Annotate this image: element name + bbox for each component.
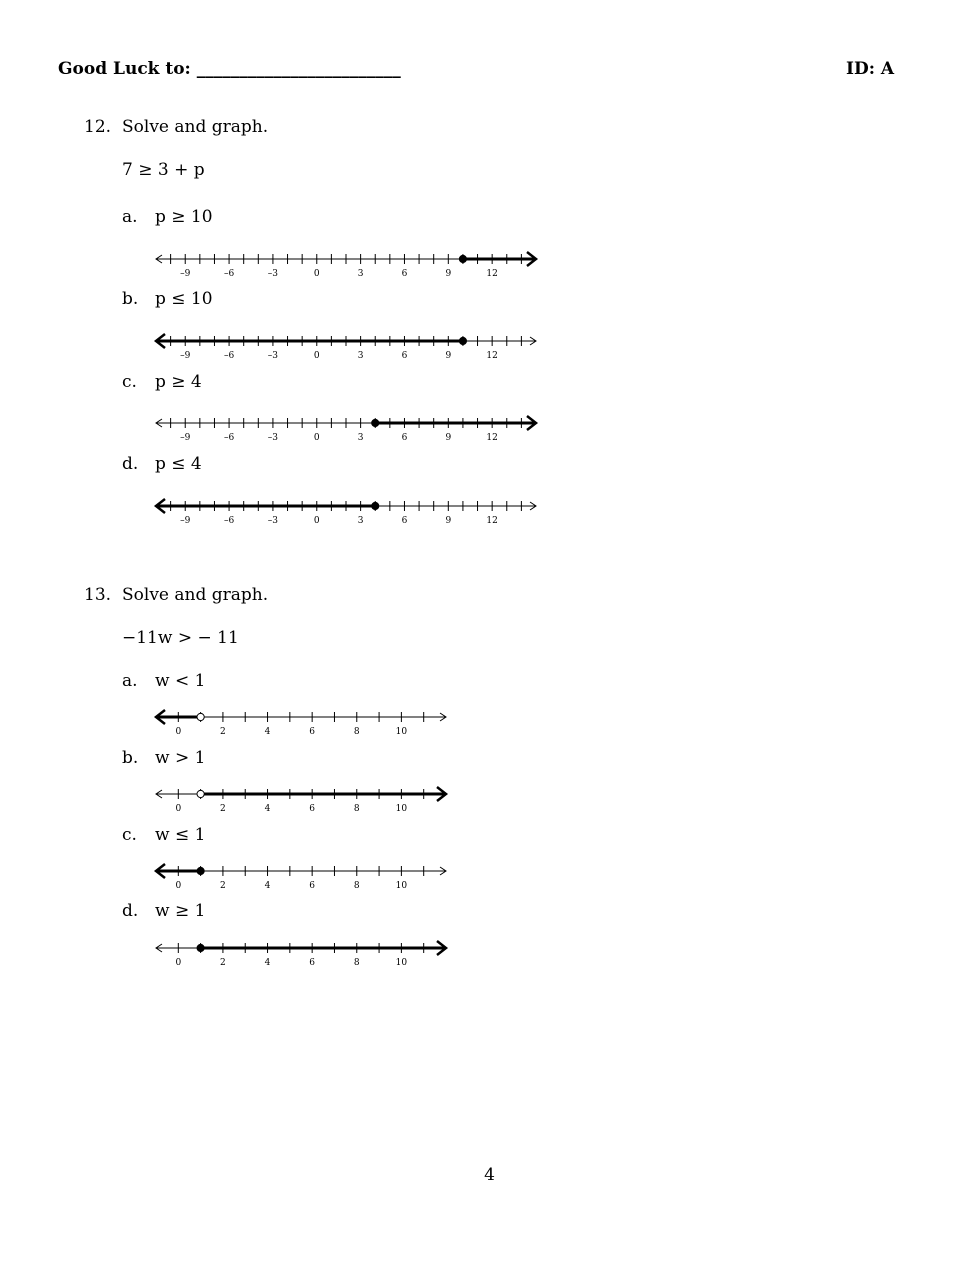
tick-label: 8 (353, 727, 360, 737)
question-13-number: 13. (84, 585, 112, 605)
q13-number-line-b (150, 782, 450, 814)
q12-number-line-b (150, 329, 540, 361)
q13-option-d-text: w ≥ 1 (155, 901, 206, 921)
tick-label: 2 (220, 727, 226, 737)
tick-label: 9 (445, 269, 452, 279)
closed-endpoint (372, 502, 379, 509)
q13-number-line-c (150, 859, 450, 891)
tick-label: 12 (486, 433, 498, 443)
q13-option-a-letter: a. (122, 671, 138, 691)
tick-label: 2 (220, 804, 226, 814)
tick-label: 3 (357, 433, 364, 443)
q13-option-c-letter: c. (122, 825, 137, 845)
q13-option-c-text: w ≤ 1 (155, 825, 206, 845)
tick-label: 9 (445, 351, 452, 361)
tick-label: 0 (175, 881, 182, 891)
tick-label: 0 (313, 269, 320, 279)
q12-option-d-letter: d. (122, 454, 139, 474)
tick-label: 6 (309, 958, 316, 968)
q13-number-line-d (150, 936, 450, 968)
tick-label: –3 (267, 433, 279, 443)
question-12-number: 12. (84, 117, 112, 137)
tick-label: –9 (180, 516, 191, 526)
tick-label: 0 (313, 516, 320, 526)
tick-label: 0 (313, 351, 320, 361)
q12-option-c-text: p ≥ 4 (155, 372, 202, 392)
tick-label: 4 (264, 881, 271, 891)
q12-number-line-d (150, 494, 540, 526)
tick-label: –6 (223, 516, 235, 526)
tick-label: 0 (175, 727, 182, 737)
tick-label: 0 (175, 958, 182, 968)
q13-option-d-letter: d. (122, 901, 139, 921)
tick-label: 0 (313, 433, 320, 443)
question-12-prompt: Solve and graph. (122, 117, 269, 137)
q12-option-b-text: p ≤ 10 (155, 289, 213, 309)
q12-option-a-text: p ≥ 10 (155, 207, 213, 227)
q12-number-line-c (150, 411, 540, 443)
q12-number-line-a (150, 247, 540, 279)
tick-label: 6 (309, 881, 316, 891)
closed-endpoint (197, 944, 204, 951)
q12-option-d-text: p ≤ 4 (155, 454, 202, 474)
header-name-line: Good Luck to: ________________________ (58, 59, 401, 79)
tick-label: 3 (357, 269, 364, 279)
tick-label: 4 (264, 958, 271, 968)
q12-option-a-letter: a. (122, 207, 138, 227)
tick-label: 10 (395, 881, 408, 891)
q12-option-b-letter: b. (122, 289, 139, 309)
tick-label: 12 (486, 351, 498, 361)
tick-label: –9 (180, 433, 191, 443)
tick-label: 6 (401, 516, 408, 526)
tick-label: –9 (180, 269, 191, 279)
closed-endpoint (197, 867, 204, 874)
tick-label: –6 (223, 433, 235, 443)
tick-label: 10 (395, 727, 408, 737)
tick-label: 3 (357, 351, 364, 361)
tick-label: 12 (486, 516, 498, 526)
question-13-equation: −11w > − 11 (122, 628, 239, 648)
tick-label: 10 (395, 958, 408, 968)
closed-endpoint (459, 337, 466, 344)
tick-label: 8 (353, 881, 360, 891)
tick-label: –3 (267, 269, 279, 279)
tick-label: –6 (223, 269, 235, 279)
tick-label: 4 (264, 727, 271, 737)
question-13-prompt: Solve and graph. (122, 585, 269, 605)
q13-option-b-text: w > 1 (155, 748, 206, 768)
tick-label: 4 (264, 804, 271, 814)
page-number: 4 (484, 1165, 495, 1185)
tick-label: 9 (445, 516, 452, 526)
closed-endpoint (459, 255, 466, 262)
tick-label: –6 (223, 351, 235, 361)
q13-number-line-a (150, 705, 450, 737)
tick-label: 6 (309, 804, 316, 814)
tick-label: 10 (395, 804, 408, 814)
open-endpoint (197, 790, 204, 797)
tick-label: 6 (401, 433, 408, 443)
tick-label: 3 (357, 516, 364, 526)
tick-label: –3 (267, 516, 279, 526)
tick-label: 6 (401, 269, 408, 279)
q13-option-b-letter: b. (122, 748, 139, 768)
tick-label: 12 (486, 269, 498, 279)
tick-label: –9 (180, 351, 191, 361)
tick-label: 0 (175, 804, 182, 814)
tick-label: 8 (353, 804, 360, 814)
open-endpoint (197, 713, 204, 720)
tick-label: 6 (309, 727, 316, 737)
tick-label: 2 (220, 881, 226, 891)
closed-endpoint (372, 419, 379, 426)
header-id: ID: A (846, 59, 895, 79)
question-12-equation: 7 ≥ 3 + p (122, 160, 205, 180)
tick-label: 8 (353, 958, 360, 968)
tick-label: 9 (445, 433, 452, 443)
tick-label: 6 (401, 351, 408, 361)
q12-option-c-letter: c. (122, 372, 137, 392)
tick-label: 2 (220, 958, 226, 968)
q13-option-a-text: w < 1 (155, 671, 206, 691)
tick-label: –3 (267, 351, 279, 361)
